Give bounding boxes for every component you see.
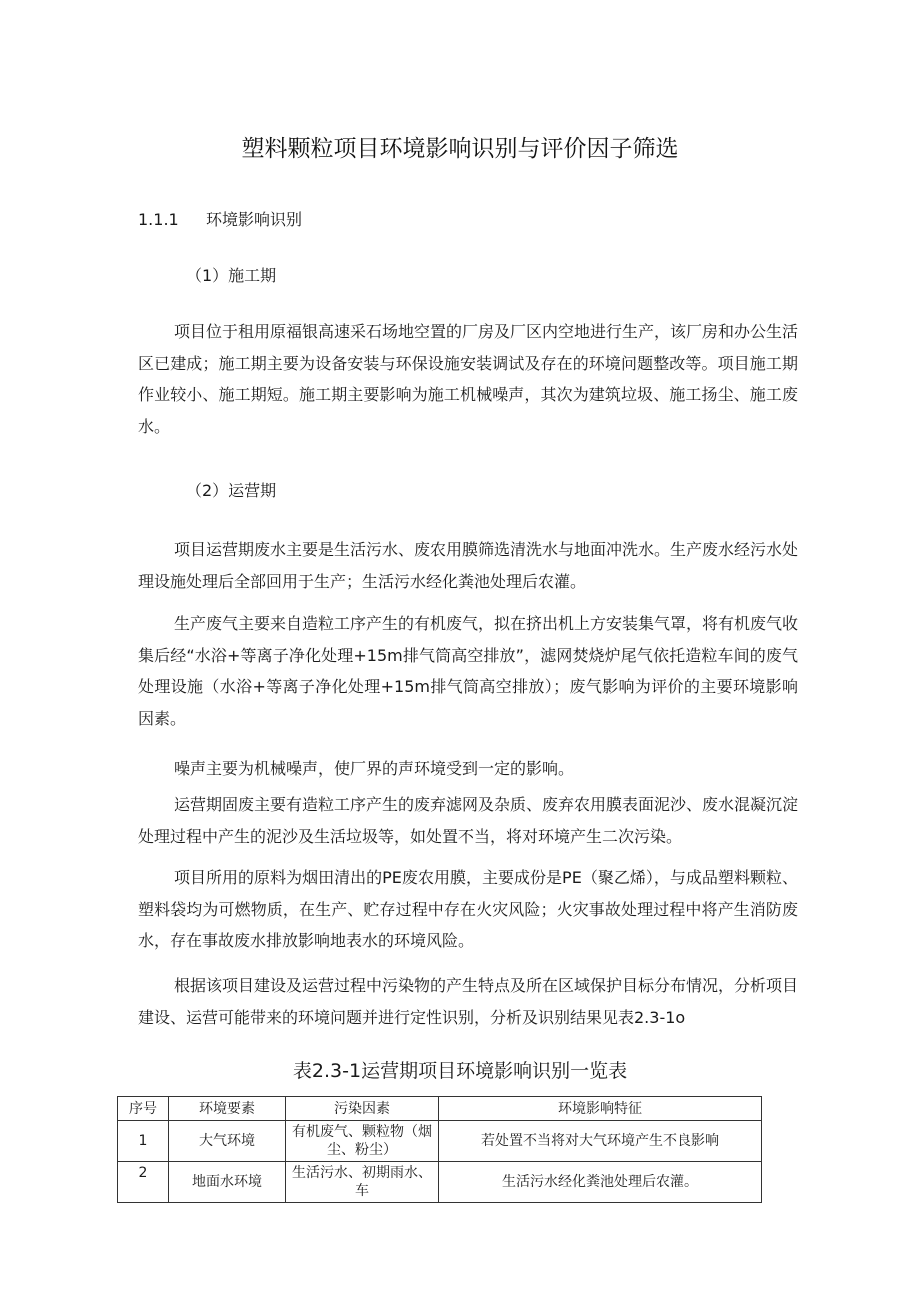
construction-paragraph: 项目位于租用原福银高速采石场地空置的厂房及厂区内空地进行生产，该厂房和办公生活区已建成；施工期主要为设备安装与环保设施安装调试及存在的环境问题整改等。项目施工期作业较小、施工期短。施工期主要影响为施工机械噪声，其次为建筑垃圾、施工扬尘、施工废水。	[138, 322, 799, 436]
table-cell: 有机废气、颗粒物（烟尘、粉尘）	[286, 1121, 439, 1162]
table-cell: 大气环境	[169, 1121, 286, 1162]
page-title: 塑料颗粒项目环境影响识别与评价因子筛选	[241, 136, 679, 162]
operation-heading: （2）运营期	[186, 481, 277, 500]
impact-table	[117, 1096, 762, 1203]
table-cell: 生活污水经化粪池处理后农灌。	[439, 1162, 762, 1203]
section-number: 1.1.1	[138, 210, 179, 229]
wastewater-paragraph: 项目运营期废水主要是生活污水、废农用膜筛选清洗水与地面冲洗水。生产废水经污水处理设施处理后全部回用于生产；生活污水经化粪池处理后农灌。	[138, 540, 799, 591]
noise-paragraph: 噪声主要为机械噪声，使厂界的声环境受到一定的影响。	[174, 759, 575, 778]
table-row	[118, 1162, 762, 1203]
table-cell: 1	[118, 1121, 169, 1162]
construction-heading: （1）施工期	[186, 266, 277, 285]
header-cell: 污染因素	[286, 1097, 439, 1121]
table-cell: 生活污水、初期雨水、车	[286, 1162, 439, 1203]
section-heading	[138, 208, 302, 232]
table-cell: 2	[118, 1162, 169, 1203]
header-cell: 序号	[118, 1097, 169, 1121]
table-header-row	[118, 1097, 762, 1121]
solid-waste-paragraph: 运营期固废主要有造粒工序产生的废弃滤网及杂质、废弃农用膜表面泥沙、废水混凝沉淀处理过程中产生的泥沙及生活垃圾等，如处置不当，将对环境产生二次污染。	[138, 795, 799, 846]
identification-paragraph: 根据该项目建设及运营过程中污染物的产生特点及所在区域保护目标分布情况，分析项目建设、运营可能带来的环境问题并进行定性识别，分析及识别结果见表2.3-1o	[138, 976, 799, 1027]
fire-risk-paragraph: 项目所用的原料为烟田清出的PE废农用膜，主要成份是PE（聚乙烯），与成品塑料颗粒、塑料袋均为可燃物质，在生产、贮存过程中存在火灾风险；火灾事故处理过程中将产生消防废水，存在事故废水排放影响地表水的环境风险。	[138, 868, 798, 950]
section-label: 环境影响识别	[206, 210, 303, 229]
exhaust-paragraph: 生产废气主要来自造粒工序产生的有机废气，拟在挤出机上方安装集气罩，将有机废气收集后经“水浴+等离子净化处理+15m排气筒高空排放”，滤网焚烧炉尾气依托造粒车间的废气处理设施（水浴+等离子净化处理+15m排气筒高空排放）；废气影响为评价的主要环境影响因素。	[138, 614, 799, 728]
table-row	[118, 1121, 762, 1162]
header-cell: 环境要素	[169, 1097, 286, 1121]
table-caption: 表2.3-1运营期项目环境影响识别一览表	[292, 1060, 628, 1082]
header-cell: 环境影响特征	[439, 1097, 762, 1121]
table-cell: 若处置不当将对大气环境产生不良影响	[439, 1121, 762, 1162]
table-cell: 地面水环境	[169, 1162, 286, 1203]
